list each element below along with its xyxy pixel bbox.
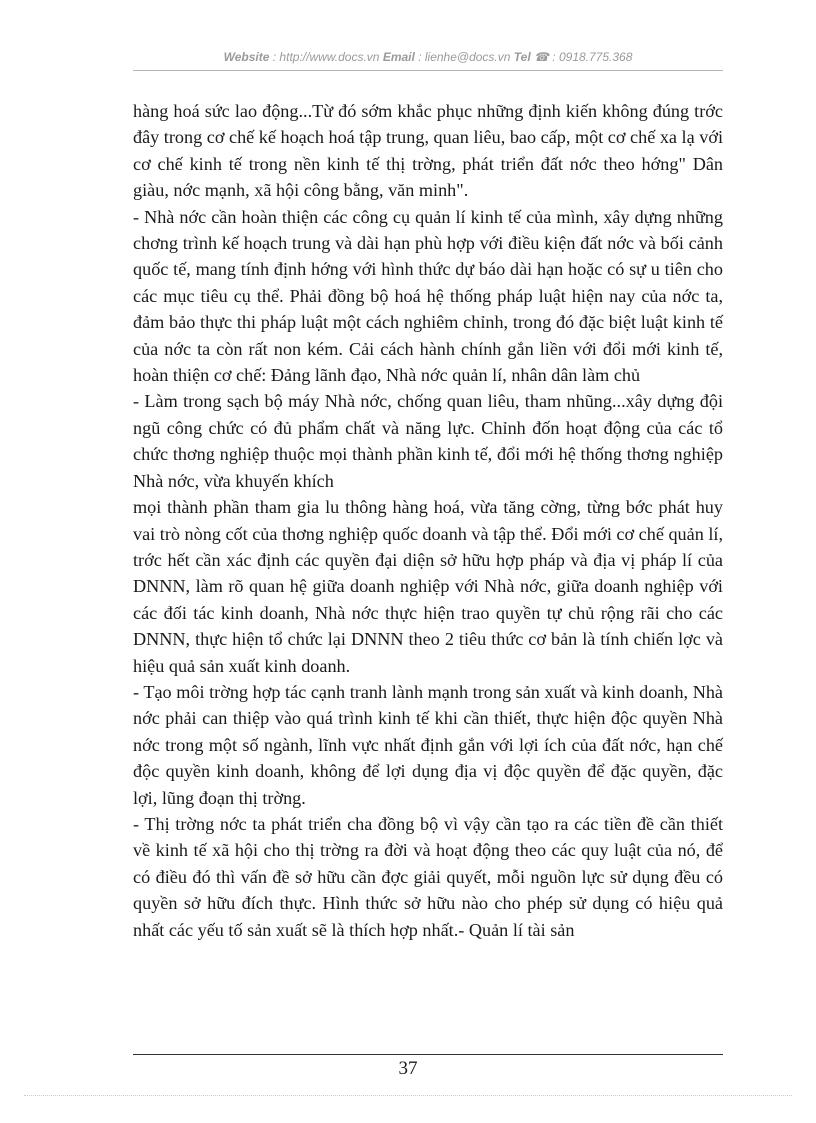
website-url[interactable]: : http://www.docs.vn	[272, 50, 380, 64]
paragraph-state-tools: - Nhà nớc cần hoàn thiện các công cụ quản lí kinh tế của mình, xây dựng những chơng trình kế hoạch trung và dài hạn phù hợp với điều kiện đất nớc và bối cảnh quốc tế, mang tính định hớng với hình thức dự báo dài hạn hoặc có sự u tiên cho các mục tiêu cụ thể. Phải đồng bộ hoá hệ thống pháp luật hiện nay của nớc ta, đảm bảo thực thi pháp luật một cách nghiêm chỉnh, trong đó đặc biệt luật kinh tế của nớc ta còn rất non kém. Cải cách hành chính gắn liền với đổi mới kinh tế, hoàn thiện cơ chế: Đảng lãnh đạo, Nhà nớc quản lí, nhân dân làm chủ	[133, 206, 723, 386]
page-header	[133, 50, 723, 64]
email-address[interactable]: : lienhe@docs.vn	[418, 50, 511, 64]
website-label: Website	[223, 50, 270, 64]
document-body	[133, 98, 723, 943]
paragraph-clean-apparatus: - Làm trong sạch bộ máy Nhà nớc, chống quan liêu, tham nhũng...xây dựng đội ngũ công chức có đủ phẩm chất và năng lực. Chỉnh đốn hoạt động của các tổ chức thơng nghiệp thuộc mọi thành phần kinh tế, đổi mới hệ thống thơng nghiệp Nhà nớc, vừa khuyến khích	[133, 391, 723, 491]
page-number: 37	[398, 1058, 418, 1079]
header-divider	[133, 70, 723, 71]
paragraph-market: - Thị trờng nớc ta phát triển cha đồng bộ vì vậy cần tạo ra các tiền đề cần thiết về kinh tế xã hội cho thị trờng ra đời và hoạt động theo các quy luật của nó, để có điều đó thì vấn đề sở hữu cần đợc giải quyết, mỗi nguồn lực sử dụng đều có quyền sở hữu đích thực. Hình thức sở hữu nào cho phép sử dụng có hiệu quả nhất các yếu tố sản xuất sẽ là thích hợp nhất.- Quản lí tài sản	[133, 813, 723, 940]
paragraph-all-sectors: mọi thành phần tham gia lu thông hàng hoá, vừa tăng cờng, từng bớc phát huy vai trò nòng cốt của thơng nghiệp quốc doanh và tập thể. Đổi mới cơ chế quản lí, trớc hết cần xác định các quyền đại diện sở hữu hợp pháp và địa vị pháp lí của DNNN, làm rõ quan hệ giữa doanh nghiệp với Nhà nớc, giữa doanh nghiệp với các đối tác kinh doanh, Nhà nớc thực hiện trao quyền tự chủ rộng rãi cho các DNNN, thực hiện tổ chức lại DNNN theo 2 tiêu thức cơ bản là tính chiến lợc và hiệu quả sản xuất kinh doanh.	[133, 497, 723, 676]
tel-label: Tel	[513, 50, 531, 64]
footer-divider	[133, 1054, 723, 1055]
paragraph-competition: - Tạo môi trờng hợp tác cạnh tranh lành mạnh trong sản xuất và kinh doanh, Nhà nớc phải can thiệp vào quá trình kinh tế khi cần thiết, thực hiện độc quyền Nhà nớc trong một số ngành, lĩnh vực nhất định gắn với lợi ích của đất nớc, hạn chế độc quyền kinh doanh, không để lợi dụng địa vị độc quyền để đặc quyền, đặc lợi, lũng đoạn thị trờng.	[133, 681, 723, 808]
tel-number: ☎ : 0918.775.368	[534, 50, 633, 64]
email-label: Email	[382, 50, 415, 64]
page-bottom-border	[24, 1095, 792, 1096]
paragraph-intro: hàng hoá sức lao động...Từ đó sớm khắc phục những định kiến không đúng trớc đây trong cơ chế kế hoạch hoá tập trung, quan liêu, bao cấp, một cơ chế xa lạ với cơ chế kinh tế trong nền kinh tế thị trờng, phát triển đất nớc theo hớng" Dân giàu, nớc mạnh, xã hội công bằng, văn minh".	[133, 101, 723, 201]
